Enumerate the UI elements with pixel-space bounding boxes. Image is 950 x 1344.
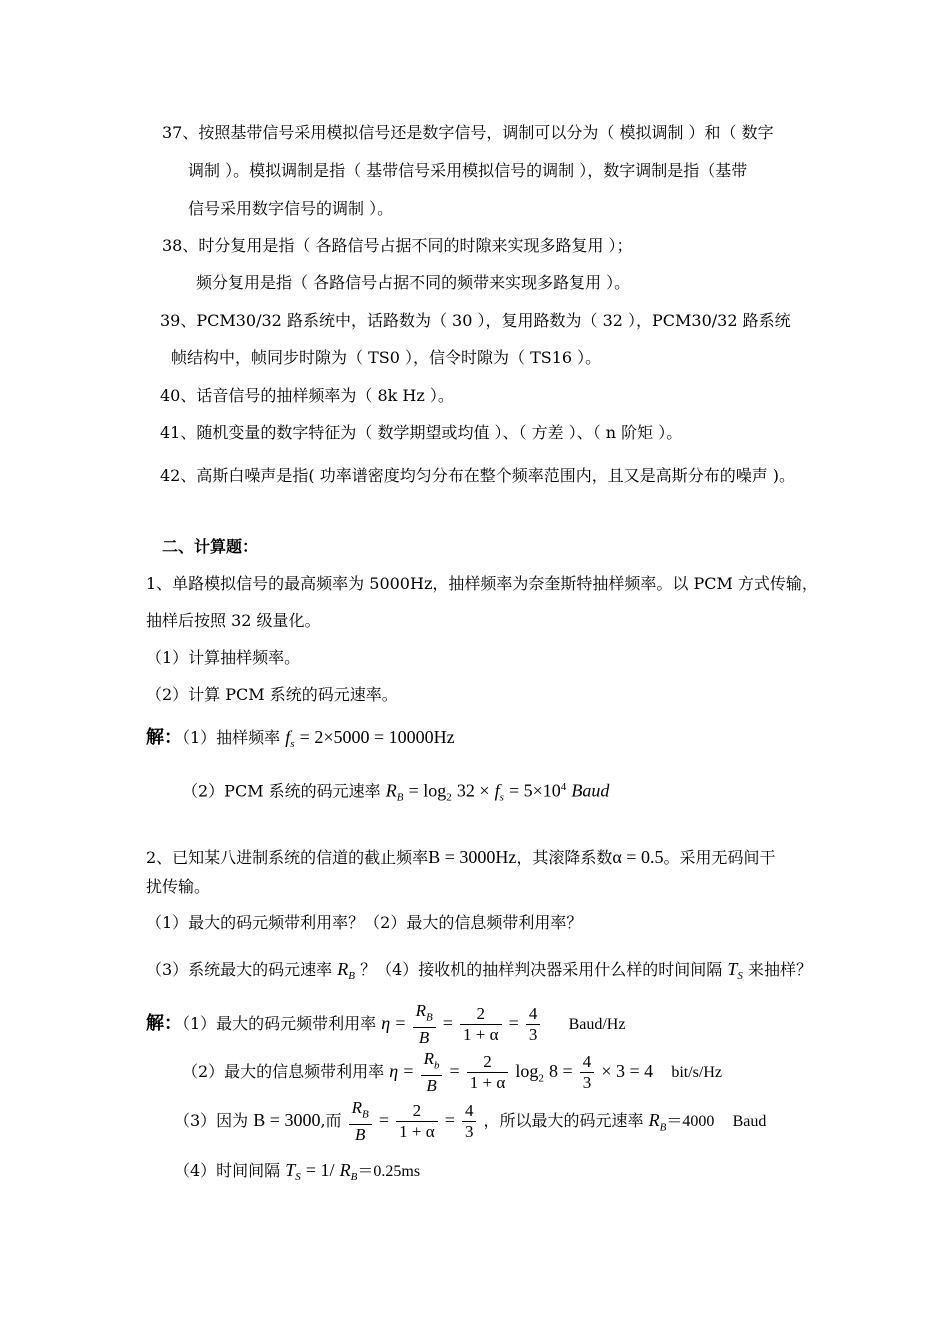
p2-s3-frac2-num: 2	[412, 1101, 422, 1121]
p1-q1: （1）计算抽样频率。	[146, 648, 301, 667]
p2-s1-eta: η	[381, 1013, 391, 1034]
p2-s3-text: （3）因为	[174, 1111, 249, 1131]
p2-s2-log-base: 2	[538, 1072, 544, 1085]
p2-s4-val: ＝0.25ms	[357, 1163, 421, 1180]
p2-s2-frac1-den: B	[421, 1075, 443, 1096]
q42-line: 42、高斯白噪声是指( 功率谱密度均匀分布在整个频率范围内，且又是高斯分布的噪声 )。	[160, 466, 796, 485]
p1-sol-label: 解：	[146, 727, 182, 748]
p2-stmt-line2: 扰传输。	[146, 877, 211, 896]
p2-s1-unit: Baud/Hz	[568, 1016, 626, 1034]
q41-line: 41、随机变量的数字特征为（ 数学期望或均值 ）、（ 方差 ）、（ n 阶矩 ）。	[160, 423, 683, 442]
p2-s4-R: R	[339, 1160, 351, 1180]
q37-line2: 调制 ）。模拟调制是指（ 基带信号采用模拟信号的调制 ），数字调制是指（基带	[188, 161, 748, 180]
p2-s2-times: × 3 = 4	[601, 1061, 654, 1082]
p2-s3-unit: Baud	[732, 1113, 767, 1131]
p2-s2-frac-2	[467, 1052, 509, 1093]
p1-solution-1	[146, 726, 455, 755]
p1-solution-2	[182, 776, 609, 809]
p2-s2-frac2-den: 1 + α	[467, 1072, 509, 1093]
p1-f2-symbol: f	[494, 780, 500, 801]
p2-stmt-e: 。采用无码间干	[663, 848, 776, 867]
p2-solution-1	[146, 1001, 625, 1048]
p2-s1-frac1-sub: B	[425, 1011, 433, 1024]
p2-s3-so: ，所以最大的码元速率	[483, 1111, 644, 1131]
p2-s1-frac-2	[460, 1004, 502, 1045]
p2-s2-tail: 8 =	[549, 1061, 573, 1082]
p2-s3-frac-rb-b	[349, 1098, 372, 1145]
q38-line2: 频分复用是指（ 各路信号占据不同的频带来实现多路复用 ）。	[196, 273, 631, 292]
p2-s4-T-sub: S	[295, 1171, 301, 1184]
p2-s3-frac2-den: 1 + α	[396, 1121, 438, 1142]
p2-q12: （1）最大的码元频带利用率？（2）最大的信息频带利用率？	[146, 913, 583, 932]
p1-q2: （2）计算 PCM 系统的码元速率。	[146, 685, 398, 704]
p2-q34	[146, 958, 812, 987]
p2-s3-b: B = 3000	[253, 1110, 321, 1131]
p2-s4-text: （4）时间间隔	[174, 1161, 281, 1180]
p2-s3-R-sub: B	[659, 1121, 667, 1134]
p2-s1-frac3-num: 4	[528, 1004, 538, 1024]
p2-s1-eq3: =	[508, 1013, 519, 1034]
p2-s2-log: log	[515, 1061, 539, 1082]
p2-s2-frac1-R: R	[423, 1049, 434, 1068]
p1-f2-sub: s	[499, 791, 504, 804]
p2-s1-eq2: =	[442, 1013, 453, 1034]
p2-q34-R-sub: B	[348, 970, 356, 983]
p2-s2-frac-43	[580, 1052, 595, 1093]
p2-stmt-c: ，其滚降系数	[516, 848, 613, 867]
p2-s1-frac2-num: 2	[476, 1004, 486, 1024]
p2-solution-4	[174, 1159, 420, 1188]
p2-s4-T: T	[285, 1160, 296, 1180]
p2-s2-frac2-num: 2	[483, 1052, 492, 1072]
p1-log-base: 2	[446, 791, 452, 804]
p1-f-symbol: f	[285, 727, 291, 747]
p2-s1-frac1-R: R	[415, 1001, 426, 1020]
p2-s1-frac1-den: B	[413, 1027, 436, 1048]
p1-s1-text: （1）抽样频率	[182, 728, 281, 747]
p2-s4-expr: = 1/	[305, 1160, 335, 1180]
p2-s2-frac1-sub: b	[433, 1059, 440, 1072]
q37-line1: 37、按照基带信号采用模拟信号还是数字信号，调制可以分为（ 模拟调制 ）和（ 数字	[162, 123, 774, 142]
section-title: 二、计算题：	[162, 537, 259, 556]
p2-stmt-b: B = 3000Hz	[428, 847, 517, 867]
p2-s3-eq2: =	[444, 1110, 455, 1131]
p2-s1-text: （1）最大的码元频带利用率	[182, 1014, 377, 1034]
p2-q34-R: R	[337, 959, 349, 979]
p2-s2-frac3-den: 3	[580, 1072, 595, 1093]
p2-s2-frac3-num: 4	[582, 1052, 592, 1072]
p1-s2-expr-c: = 5×10	[508, 780, 561, 801]
p2-s2-eq2: =	[449, 1061, 460, 1082]
p2-q34-T: T	[727, 959, 738, 979]
p2-s4-R-sub: B	[350, 1171, 358, 1184]
p1-s2-expr-b: 32 ×	[456, 780, 490, 801]
p2-q34-T-sub: S	[737, 970, 743, 983]
q39-line2: 帧结构中，帧同步时隙为（ TS0 ），信令时隙为（ TS16 ）。	[171, 348, 602, 367]
p2-s2-eta: η	[389, 1061, 399, 1082]
p2-s3-R: R	[648, 1110, 660, 1131]
p2-s2-eq1: =	[403, 1061, 414, 1082]
p2-s3-frac-43	[462, 1101, 477, 1142]
p2-s1-eq1: =	[395, 1013, 406, 1034]
p2-s1-frac3-den: 3	[526, 1024, 541, 1045]
p1-s2-expr-a: = log	[408, 780, 447, 801]
p1-stmt-line2: 抽样后按照 32 级量化。	[146, 611, 321, 630]
p2-solution-3	[174, 1098, 766, 1149]
p2-stmt-d: α = 0.5	[612, 847, 664, 867]
p2-s2-unit: bit/s/Hz	[671, 1064, 723, 1082]
q38-line1: 38、时分复用是指（ 各路信号占据不同的时隙来实现多路复用 ）；	[162, 236, 633, 255]
p1-R-sub: B	[396, 791, 404, 804]
p2-s1-frac-rb-b	[413, 1001, 436, 1048]
p2-q34-b: ？（4）接收机的抽样判决器采用什么样的时间间隔	[360, 960, 723, 979]
p1-s1-expr: = 2×5000 = 10000Hz	[299, 727, 455, 747]
p2-s3-frac1-sub: B	[362, 1108, 369, 1121]
p1-stmt-line1: 1、单路模拟信号的最高频率为 5000Hz，抽样频率为奈奎斯特抽样频率。以 PCM 方式传输，	[146, 574, 818, 593]
p2-q34-c: 来抽样？	[748, 960, 813, 979]
p2-stmt-line1	[146, 846, 775, 869]
p2-s1-frac2-den: 1 + α	[460, 1024, 502, 1045]
p2-stmt-a: 2、已知某八进制系统的信道的截止频率	[146, 848, 429, 867]
p2-s2-text: （2）最大的信息频带利用率	[182, 1062, 385, 1082]
p2-sol-label: 解：	[146, 1013, 182, 1035]
p2-q34-a: （3）系统最大的码元速率	[146, 960, 333, 979]
p2-s3-eq1: =	[378, 1110, 390, 1131]
p2-s2-frac-rb-b	[421, 1049, 443, 1096]
p1-f-sub: s	[290, 738, 295, 751]
p2-s3-frac1-den: B	[349, 1124, 372, 1145]
p2-s3-frac-2	[396, 1101, 438, 1142]
q37-line3: 信号采用数字信号的调制 ）。	[188, 199, 394, 218]
p2-s3-frac1-R: R	[351, 1098, 363, 1117]
p1-exp: 4	[560, 781, 567, 793]
p2-solution-2	[182, 1049, 722, 1100]
p1-s2-text: （2）PCM 系统的码元速率	[182, 781, 381, 801]
p1-R-symbol: R	[385, 780, 397, 801]
q39-line1: 39、PCM30/32 路系统中，话路数为（ 30 ），复用路数为（ 32 ），PCM30/32 路系统	[160, 311, 791, 330]
p2-s1-frac-43	[526, 1004, 541, 1045]
q40-line: 40、话音信号的抽样频率为（ 8k Hz ）。	[160, 386, 454, 405]
p1-s2-unit: Baud	[571, 780, 610, 801]
p2-s3-frac3-num: 4	[464, 1101, 474, 1121]
p2-s3-frac3-den: 3	[462, 1121, 477, 1142]
p2-s3-val: ＝4000	[666, 1113, 715, 1131]
p2-s3-comma: ,而	[320, 1111, 342, 1131]
